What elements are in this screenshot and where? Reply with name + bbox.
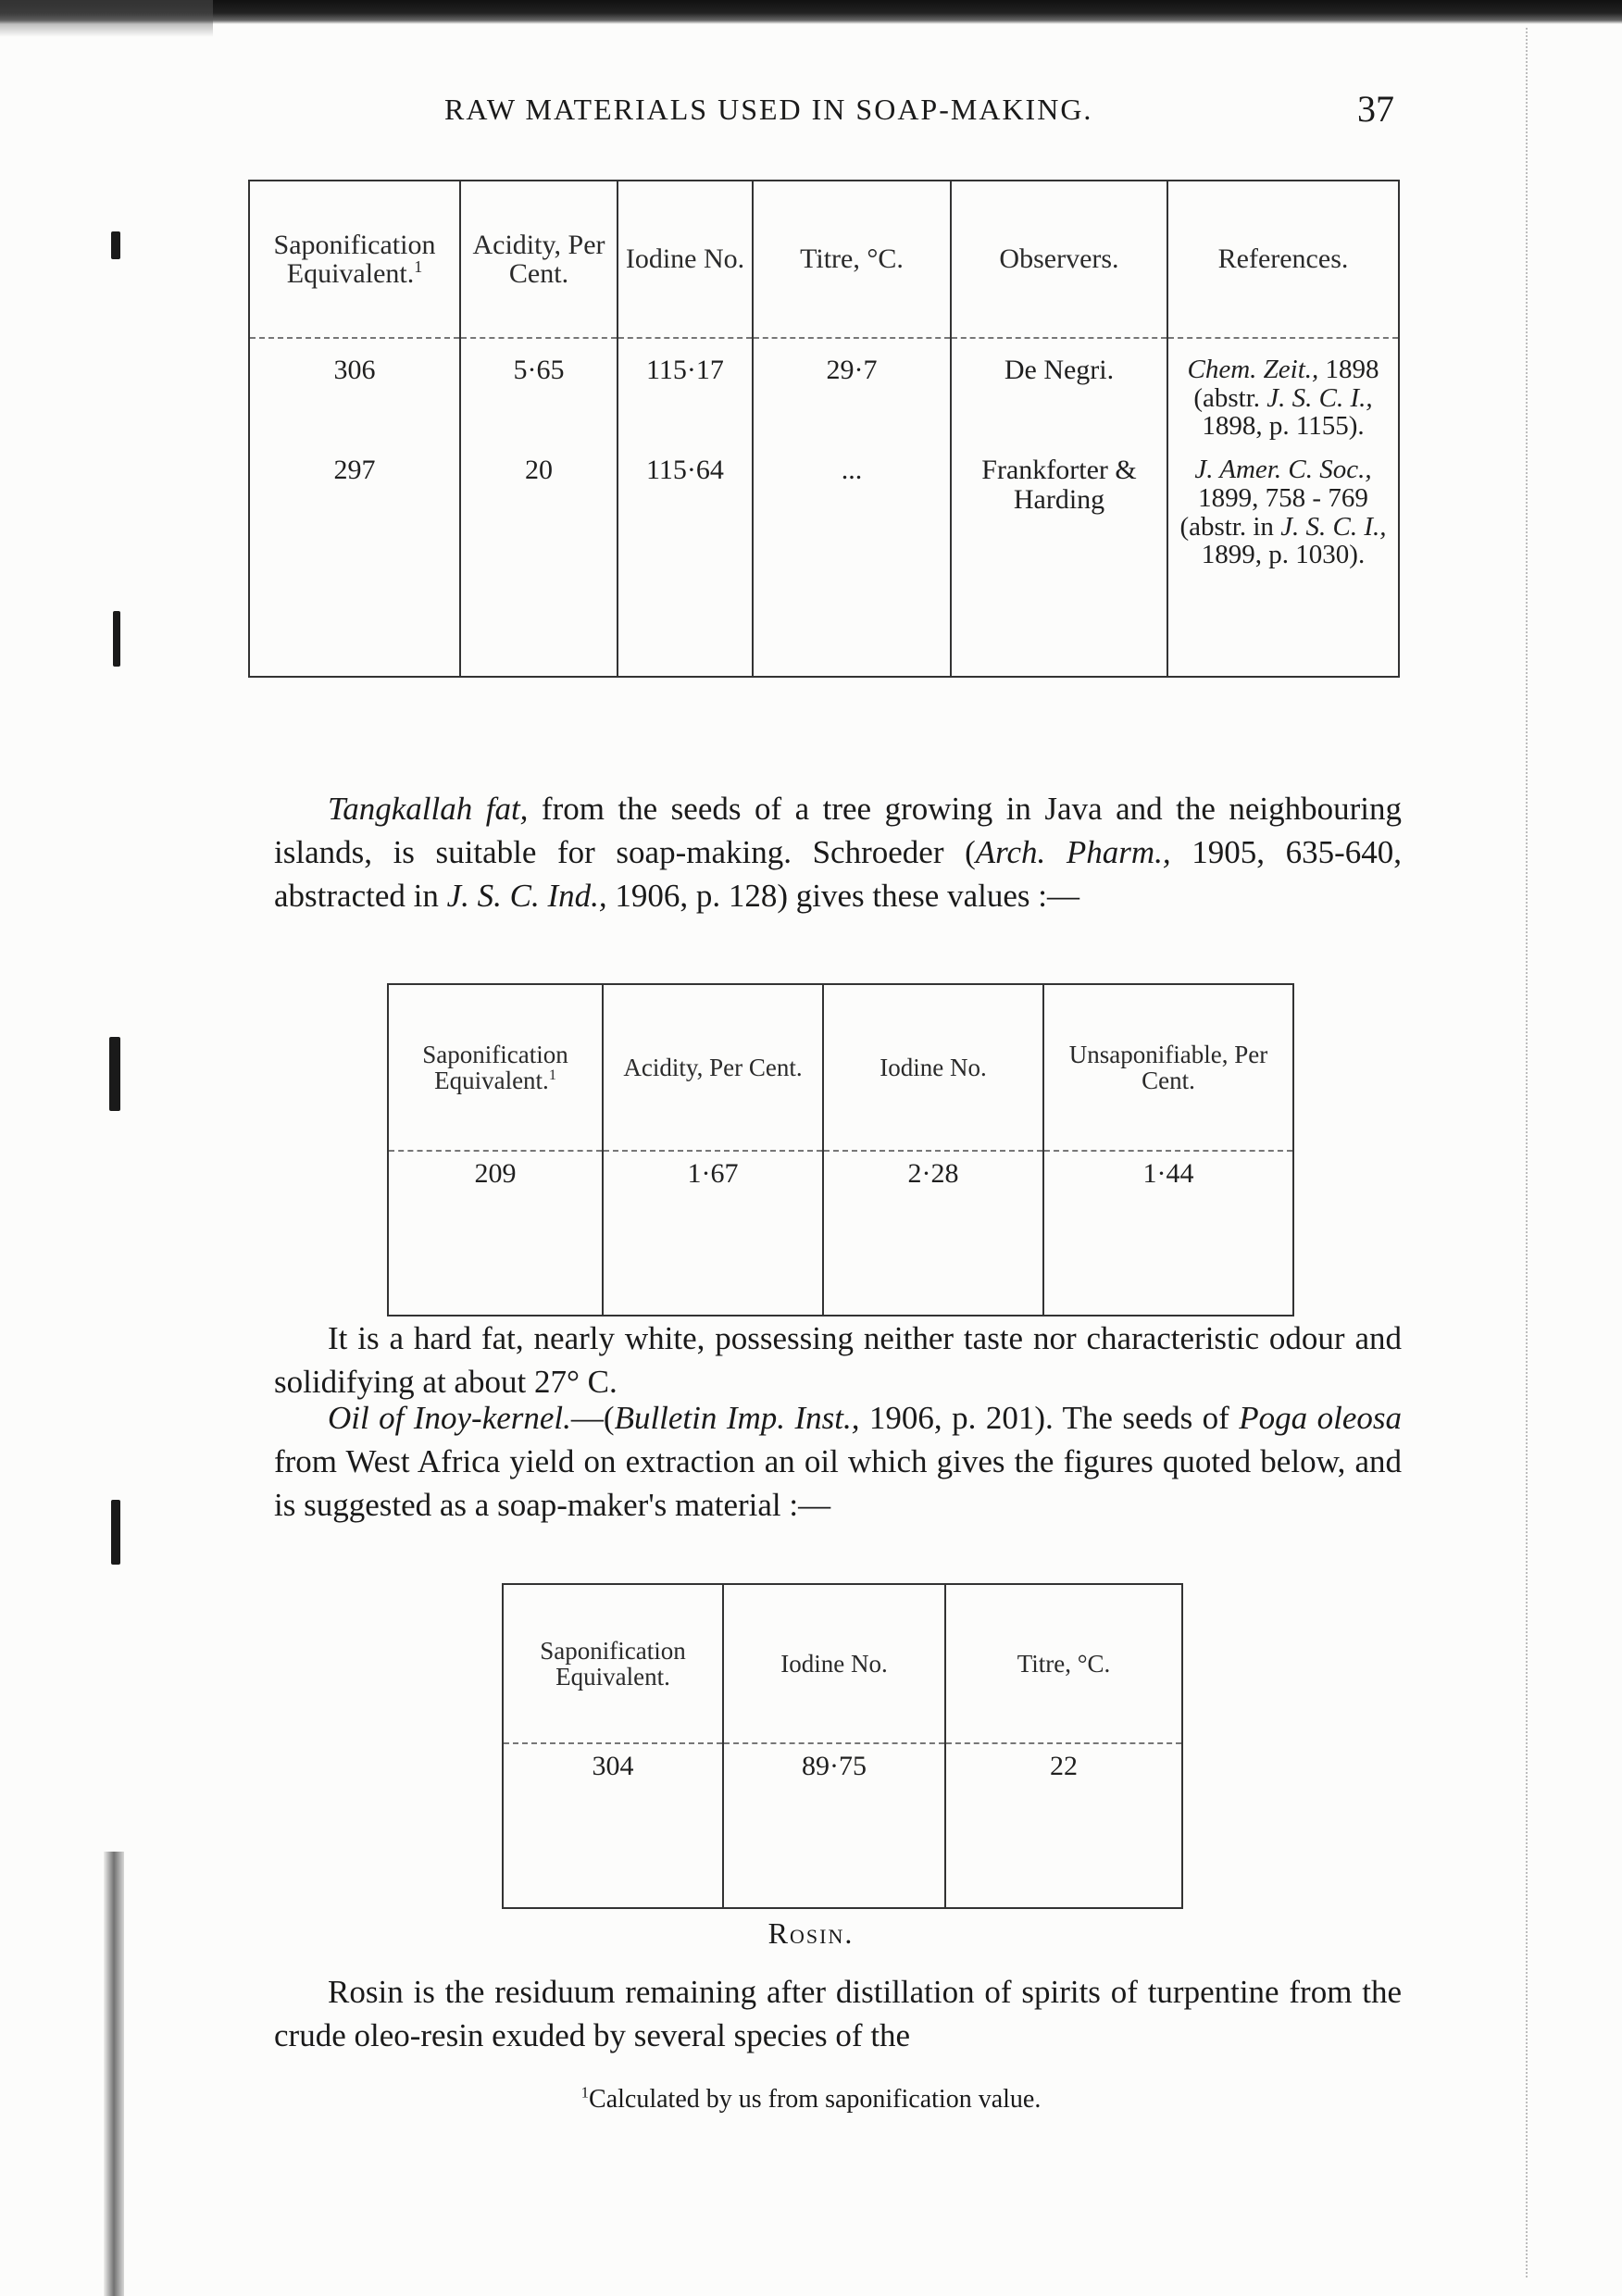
table-row <box>249 448 1399 677</box>
table-header-row <box>249 181 1399 338</box>
table-cell: 306 <box>249 338 460 448</box>
table-header-row <box>503 1584 1182 1743</box>
column-header: Titre, °C. <box>753 181 951 338</box>
column-header: Titre, °C. <box>945 1584 1182 1743</box>
page-number: 37 <box>1357 88 1394 130</box>
table-cell: 20 <box>460 448 618 677</box>
table-cell: 2·28 <box>823 1151 1043 1316</box>
running-title: RAW MATERIALS USED IN SOAP-MAKING. <box>444 93 1093 126</box>
reference-cell: Chem. Zeit., 1898 (abstr. J. S. C. I., 1898, p. 1155). <box>1167 338 1399 448</box>
table-cell: 22 <box>945 1743 1182 1908</box>
section-heading: Rosin. <box>767 1916 855 1950</box>
table-cell: 1·44 <box>1043 1151 1293 1316</box>
column-header: Iodine No. <box>823 984 1043 1151</box>
table-cell: 209 <box>388 1151 603 1316</box>
table-cell: 1·67 <box>603 1151 823 1316</box>
column-header: Saponification Equivalent.$^1$ <box>249 181 460 338</box>
paragraph-inoy-kernel: Oil of Inoy-kernel.—(Bulletin Imp. Inst., 1906, p. 201). The seeds of Poga oleosa from West Africa yield on extraction an oil which gives the figures quoted below, and is suggested as a soap-maker's material :— <box>274 1400 1403 1523</box>
column-header: Acidity, Per Cent. <box>603 984 823 1151</box>
table-cell: Frankforter & Harding <box>951 448 1167 677</box>
table-cell: 304 <box>503 1743 723 1908</box>
data-table-fat-values <box>248 180 1400 678</box>
data-table-tangkallah <box>387 983 1294 1316</box>
table-cell: 89·75 <box>723 1743 945 1908</box>
paragraph-rosin: Rosin is the residuum remaining after distillation of spirits of turpentine from the crude oleo-resin exuded by several species of the <box>274 1974 1402 2053</box>
column-header: Unsaponifiable, Per Cent. <box>1043 984 1293 1151</box>
column-header: Saponification Equivalent.$^1$ <box>388 984 603 1151</box>
column-header: Iodine No. <box>723 1584 945 1743</box>
reference-cell: J. Amer. C. Soc., 1899, 758 - 769 (abstr. in J. S. C. I., 1899, p. 1030). <box>1167 448 1399 677</box>
column-header: Acidity, Per Cent. <box>460 181 618 338</box>
table-cell: ... <box>753 448 951 677</box>
table-cell: 115·17 <box>618 338 753 448</box>
gutter-mark <box>113 611 120 667</box>
paragraph-hard-fat: It is a hard fat, nearly white, possessing neither taste nor characteristic odour and solidifying at about 27° C. <box>274 1320 1402 1400</box>
data-table-inoy-kernel <box>502 1583 1183 1909</box>
table-header-row <box>388 984 1293 1151</box>
table-row <box>388 1151 1293 1316</box>
column-header: Iodine No. <box>618 181 753 338</box>
column-header: Observers. <box>951 181 1167 338</box>
gutter-mark <box>111 231 120 259</box>
column-header: Saponification Equivalent. <box>503 1584 723 1743</box>
table-cell: De Negri. <box>951 338 1167 448</box>
table-cell: 5·65 <box>460 338 618 448</box>
scan-top-shadow <box>0 0 1622 24</box>
table-row <box>249 338 1399 448</box>
column-header: References. <box>1167 181 1399 338</box>
paragraph-tangkallah-fat: Tangkallah fat, from the seeds of a tree growing in Java and the neighbouring islands, is suitable for soap-making. Schroeder (Arch. Pharm., 1905, 635-640, abstracted in J. S. C. Ind., 1906, p. 128) gives these values :— <box>274 791 1403 914</box>
gutter-mark <box>111 1500 120 1565</box>
scan-corner-shadow <box>0 0 213 37</box>
gutter-mark <box>109 1037 120 1111</box>
footnote: $^1$Calculated by us from saponification value. <box>580 2083 1042 2114</box>
table-row <box>503 1743 1182 1908</box>
table-cell: 297 <box>249 448 460 677</box>
table-cell: 29·7 <box>753 338 951 448</box>
table-cell: 115·64 <box>618 448 753 677</box>
